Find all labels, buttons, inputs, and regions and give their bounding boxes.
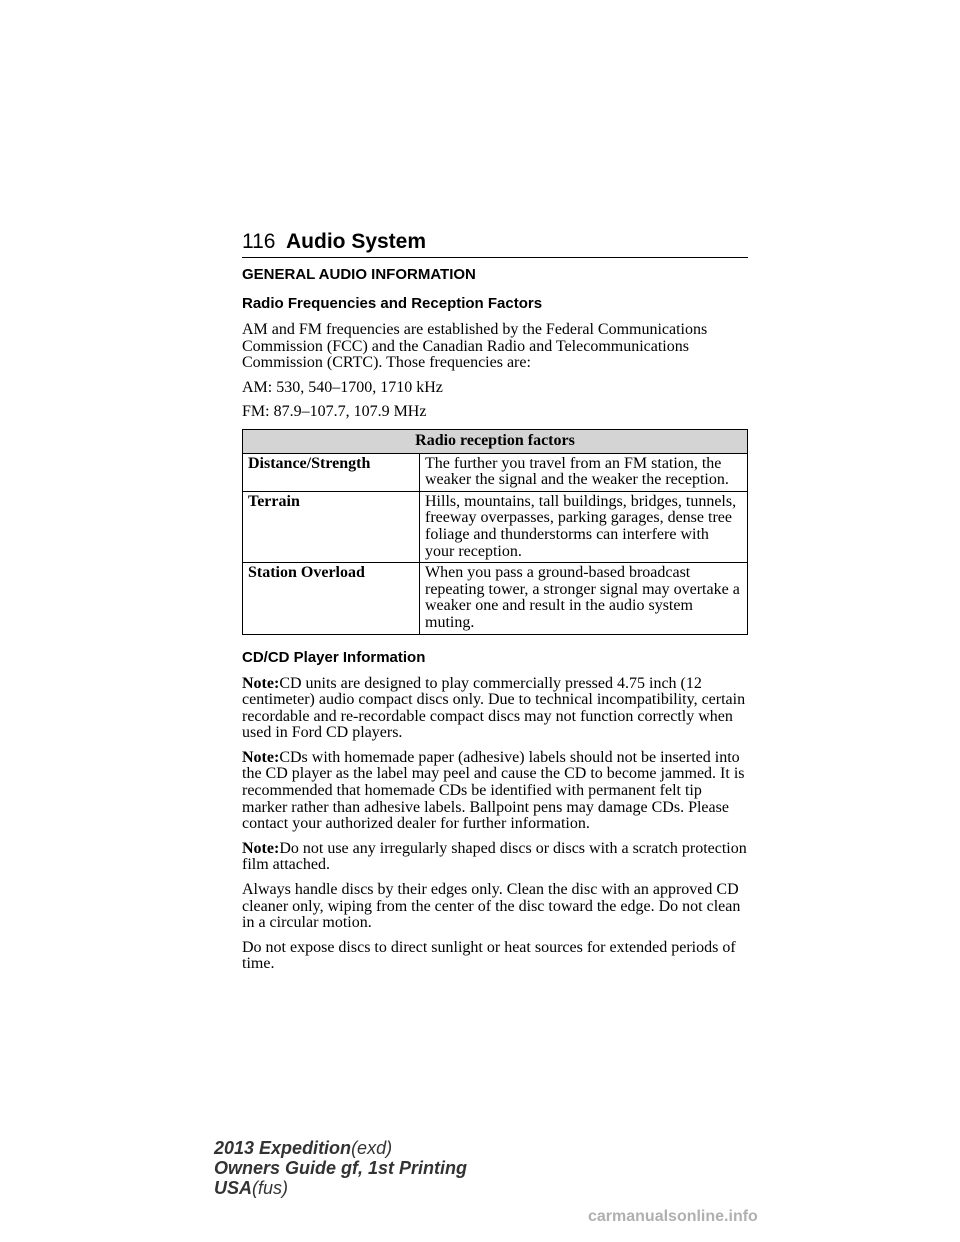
note-text: CD units are designed to play commercially pressed 4.75 inch (12 centimeter) audio compact discs only. Due to technical incompatibility, certain recordable and re-recordable compact discs may not function correctly when used in Ford CD players. (242, 674, 746, 742)
note-text: CDs with homemade paper (adhesive) labels should not be inserted into the CD player as the label may peel and cause the CD to become jammed. It is recommended that homemade CDs be identified with permanent felt tip marker rather than adhesive labels. Ballpoint pens may damage CDs. Please contact your authorized dealer for further information. (242, 748, 745, 833)
page-header (242, 230, 748, 258)
reception-factors-table (242, 429, 748, 635)
footer-line-market (214, 1178, 467, 1198)
footer-market-code: (fus) (252, 1178, 289, 1198)
factor-description: The further you travel from an FM station, the weaker the signal and the weaker the reception. (420, 453, 748, 491)
note-label: Note: (242, 748, 280, 766)
page-number: 116 (242, 230, 276, 253)
note-text: Do not use any irregularly shaped discs or discs with a scratch protection film attached. (242, 839, 747, 874)
am-frequencies: AM: 530, 540–1700, 1710 kHz (242, 378, 443, 396)
note-label: Note: (242, 674, 280, 692)
factor-name: Distance/Strength (243, 453, 420, 491)
document-footer (214, 1138, 467, 1198)
section-heading: GENERAL AUDIO INFORMATION (242, 266, 476, 283)
section-title: Audio System (286, 230, 427, 253)
factor-description: When you pass a ground-based broadcast repeating tower, a stronger signal may overtake a weaker one and result in the audio system muting. (420, 563, 748, 634)
intro-paragraph: AM and FM frequencies are established by the Federal Communications Commission (FCC) and the Canadian Radio and Telecommunications Commission (CRTC). Those frequencies are: (242, 321, 708, 372)
factor-name: Terrain (243, 491, 420, 562)
table-row (243, 453, 748, 491)
subheading-radio: Radio Frequencies and Reception Factors (242, 295, 543, 312)
table-row (243, 563, 748, 634)
subheading-cd: CD/CD Player Information (242, 648, 426, 666)
note-label: Note: (242, 839, 280, 857)
table-title: Radio reception factors (243, 429, 748, 453)
footer-printing: Owners Guide gf, 1st Printing (214, 1158, 468, 1178)
factor-name: Station Overload (243, 563, 420, 634)
page-content (242, 266, 748, 981)
table-row (243, 491, 748, 562)
footer-line-model (214, 1138, 467, 1158)
handling-paragraph: Always handle discs by their edges only. Clean the disc with an approved CD cleaner only, wiping from the center of the disc toward the edge. Do not clean in a circular motion. (242, 881, 741, 932)
sunlight-paragraph: Do not expose discs to direct sunlight or heat sources for extended periods of time. (242, 938, 736, 973)
note-paragraph (242, 841, 748, 874)
footer-model: 2013 Expedition (214, 1138, 352, 1158)
fm-frequencies: FM: 87.9–107.7, 107.9 MHz (242, 403, 427, 421)
footer-model-code: (exd) (351, 1138, 393, 1158)
footer-market: USA (214, 1178, 253, 1198)
factor-description: Hills, mountains, tall buildings, bridges, tunnels, freeway overpasses, parking garages, dense tree foliage and thunderstorms can interfere with your reception. (420, 491, 748, 562)
note-paragraph (242, 676, 748, 742)
note-paragraph (242, 750, 748, 833)
watermark: carmanualsonline.info (588, 1208, 758, 1225)
